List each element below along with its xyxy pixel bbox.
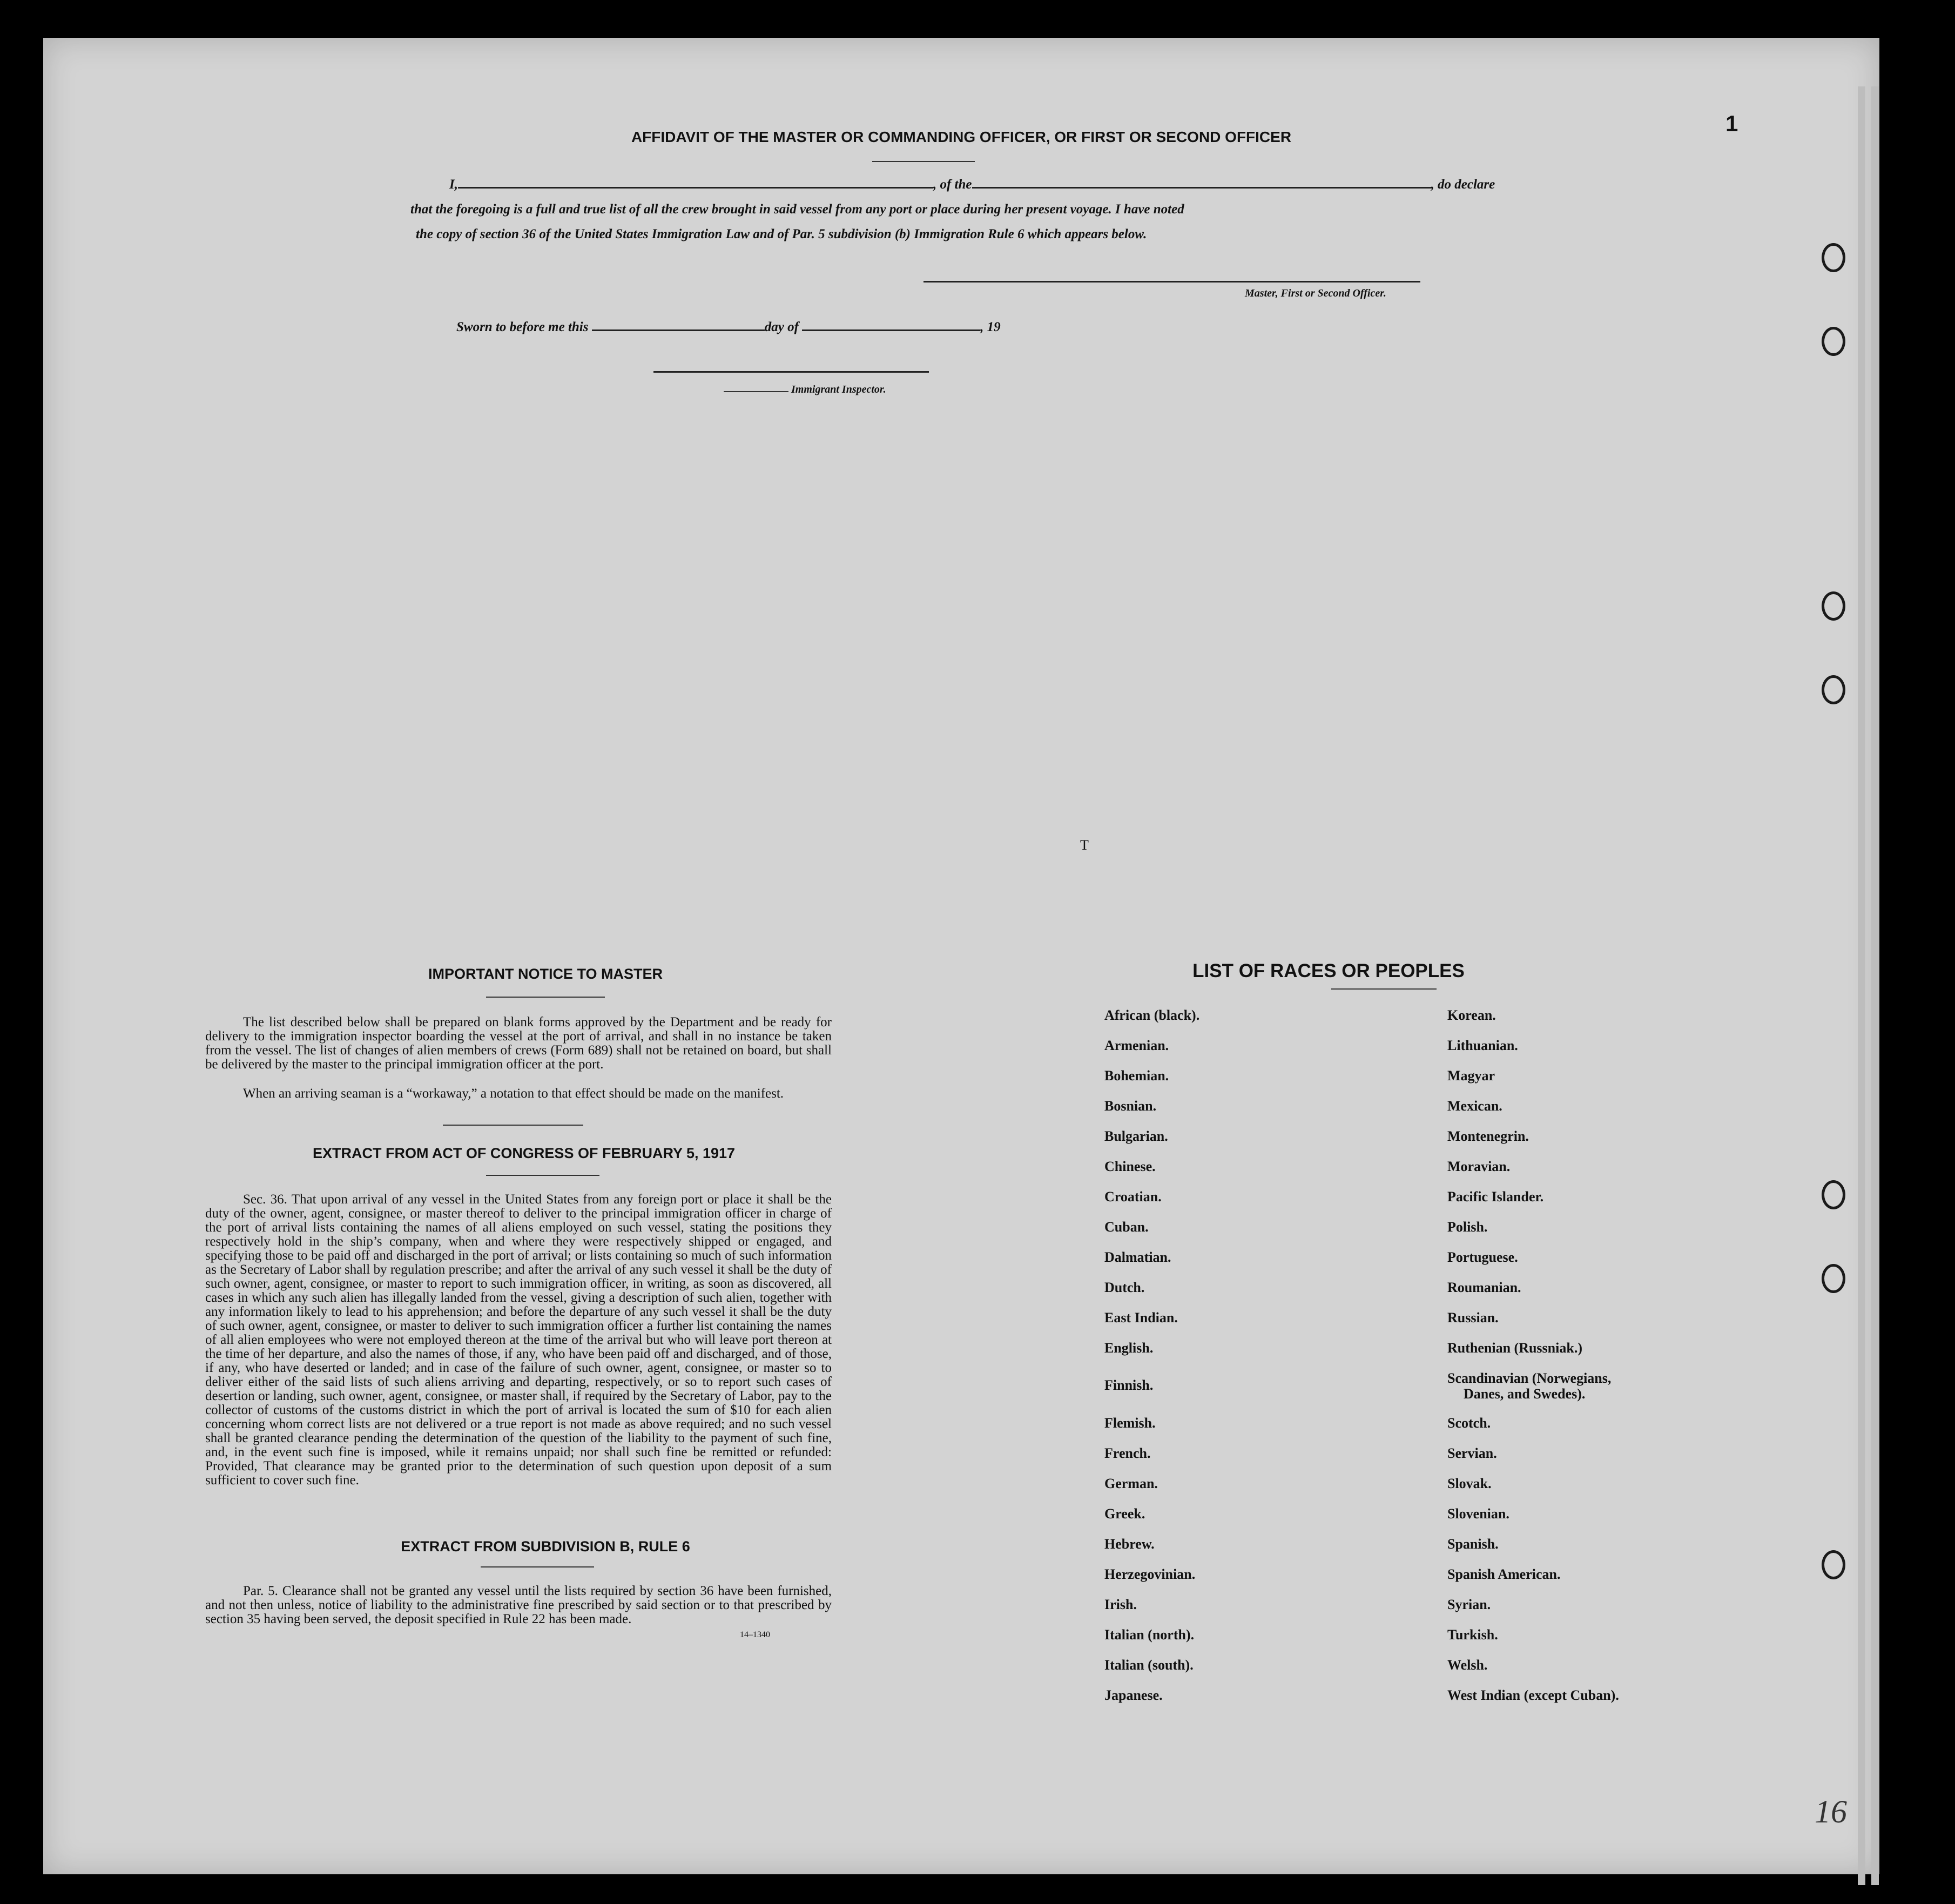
rule-extract-body: Par. 5. Clearance shall not be granted any vessel until the lists required by section 36 have been furnished, and not then unless, notice of liability to the administrative fine prescribed by said section or to that prescribed by section 35 having been served, the deposit specified in Rule 22 has been made. [205, 1584, 832, 1626]
of-the-label: , of the [933, 177, 972, 192]
race-item: Japanese. [1104, 1687, 1163, 1703]
margin-note: 16 [1815, 1794, 1847, 1829]
race-item: Dalmatian. [1104, 1249, 1171, 1265]
binder-hole [1822, 591, 1845, 621]
race-item: Dutch. [1104, 1280, 1145, 1295]
race-item: Syrian. [1447, 1597, 1491, 1612]
act-extract-body: Sec. 36. That upon arrival of any vessel in the United States from any foreign port or place it shall be the duty of the owner, agent, consignee, or master thereof to deliver to the principal immigration officer in charge of the port of arrival lists containing the names of all aliens employed on such vessel, stating the positions they respectively hold in the ship’s company, when and where they were respectively shipped or engaged, and specifying those to be paid off and discharged in the port of arrival; or lists containing so much of such information as the Secretary of Labor shall by regulation prescribe; and after the arrival of any such vessel it shall be the duty of such owner, agent, consignee, or master to report to such immigration officer, in writing, as soon as discovered, all cases in which any such alien has illegally landed from the vessel, giving a description of such alien, together with any information likely to lead to his apprehension; and before the departure of any such vessel it shall be the duty of such owner, agent, consignee, or master to deliver to such immigration officer a further list containing the names of all alien employees who were not employed thereon at the time of the arrival but who will leave port thereon at the time of her departure, and also the names of those, if any, who have been paid off and discharged, and of those, if any, who have deserted or landed; and in case of the failure of such owner, agent, consignee, or master so to deliver either of the said lists of such aliens arriving and departing, respectively, or so to report such cases of desertion or landing, such owner, agent, consignee, or master shall, if required by the Secretary of Labor, pay to the collector of customs of the customs district in which the port of arrival is located the sum of $10 for each alien concerning whom correct lists are not delivered or a true report is not made as above required; and no such vessel shall be granted clearance pending the determination of the question of the liability to the payment of such fine, and, in the event such fine is imposed, while it remains unpaid; nor shall such fine be remitted or refunded: Provided, That clearance may be granted prior to the determination of such question upon deposit of a sum sufficient to cover such fine. [205, 1192, 832, 1488]
declaration-fill-line [449, 177, 1495, 192]
race-item: Bosnian. [1104, 1098, 1157, 1114]
notice-divider [486, 997, 605, 998]
binder-hole [1822, 675, 1845, 704]
i-label: I, [449, 177, 458, 192]
race-item: German. [1104, 1476, 1158, 1491]
race-item: Turkish. [1447, 1627, 1498, 1643]
race-item: Spanish. [1447, 1536, 1499, 1552]
binder-hole [1822, 1180, 1845, 1209]
race-item: Scandinavian (Norwegians, [1447, 1370, 1612, 1386]
race-item: Italian (north). [1104, 1627, 1195, 1643]
binder-hole [1822, 327, 1845, 356]
rule-title-divider [481, 1566, 594, 1567]
race-item: Flemish. [1104, 1415, 1156, 1431]
inspector-signature-line[interactable] [653, 371, 929, 373]
race-item: West Indian (except Cuban). [1447, 1687, 1619, 1703]
act-divider [443, 1125, 583, 1126]
race-item: Korean. [1447, 1007, 1496, 1023]
form-page [43, 38, 1879, 1874]
race-item: Finnish. [1104, 1377, 1154, 1393]
page-edge-strip [1871, 86, 1879, 1885]
stray-mark: T [1080, 837, 1089, 853]
race-item: Italian (south). [1104, 1657, 1194, 1673]
sworn-label: Sworn to before me this [456, 320, 589, 334]
race-item: Montenegrin. [1447, 1128, 1529, 1144]
race-item: Armenian. [1104, 1038, 1169, 1053]
sworn-fill-line [456, 320, 1001, 335]
notice-paragraph-2: When an arriving seaman is a “workaway,” a notation to that effect should be made on the manifest. [243, 1086, 784, 1101]
race-item: Slovak. [1447, 1476, 1492, 1491]
declaration-line-1: that the foregoing is a full and true list of all the crew brought in said vessel from any port or place during her present voyage. I have noted [410, 202, 1184, 217]
sworn-month-blank[interactable] [802, 329, 980, 331]
year-label: , 19 [980, 320, 1001, 334]
binder-hole [1822, 243, 1845, 272]
race-item: Russian. [1447, 1310, 1499, 1326]
race-item: Moravian. [1447, 1159, 1511, 1174]
race-item: Welsh. [1447, 1657, 1488, 1673]
race-item-continued: Danes, and Swedes). [1464, 1386, 1586, 1402]
races-title: LIST OF RACES OR PEOPLES [1192, 960, 1465, 981]
race-item: Servian. [1447, 1445, 1497, 1461]
races-divider [1331, 988, 1437, 990]
name-blank[interactable] [458, 187, 933, 189]
race-item: Spanish American. [1447, 1566, 1561, 1582]
race-item: Scotch. [1447, 1415, 1491, 1431]
race-item: African (black). [1104, 1007, 1200, 1023]
race-item: Lithuanian. [1447, 1038, 1518, 1053]
race-item: Hebrew. [1104, 1536, 1155, 1552]
race-item: Portuguese. [1447, 1249, 1518, 1265]
notice-title: IMPORTANT NOTICE TO MASTER [428, 966, 663, 982]
inspector-short-line [724, 391, 788, 392]
race-item: Slovenian. [1447, 1506, 1509, 1522]
race-item: Ruthenian (Russniak.) [1447, 1340, 1582, 1356]
race-item: Cuban. [1104, 1219, 1149, 1235]
race-item: Greek. [1104, 1506, 1145, 1522]
signature-line[interactable] [923, 281, 1420, 282]
inspector-caption: Immigrant Inspector. [791, 384, 886, 395]
race-item: Irish. [1104, 1597, 1137, 1612]
declaration-line-2: the copy of section 36 of the United States Immigration Law and of Par. 5 subdivision (b) Immigration Rule 6 which appears below. [416, 227, 1147, 241]
act-extract-title: EXTRACT FROM ACT OF CONGRESS OF FEBRUARY 5, 1917 [312, 1145, 736, 1161]
sworn-day-blank[interactable] [592, 329, 765, 331]
binder-hole [1822, 1264, 1845, 1293]
race-item: East Indian. [1104, 1310, 1178, 1326]
race-item: Magyar [1447, 1068, 1495, 1084]
race-item: Chinese. [1104, 1159, 1156, 1174]
title-divider [872, 161, 975, 162]
race-item: Bulgarian. [1104, 1128, 1168, 1144]
day-of-label: day of [764, 320, 799, 334]
binder-hole [1822, 1550, 1845, 1579]
race-item: Roumanian. [1447, 1280, 1521, 1295]
do-declare-label: , do declare [1431, 177, 1495, 192]
affidavit-title: AFFIDAVIT OF THE MASTER OR COMMANDING OFFICER, OR FIRST OR SECOND OFFICER [631, 129, 1292, 145]
act-title-divider [486, 1175, 599, 1176]
race-item: French. [1104, 1445, 1151, 1461]
vessel-blank[interactable] [972, 187, 1431, 189]
sheet-number: 1 [1725, 111, 1738, 136]
race-item: English. [1104, 1340, 1154, 1356]
race-item: Mexican. [1447, 1098, 1502, 1114]
race-item: Polish. [1447, 1219, 1488, 1235]
page-edge-strip [1858, 86, 1865, 1885]
rule-extract-title: EXTRACT FROM SUBDIVISION B, RULE 6 [401, 1538, 690, 1555]
race-item: Pacific Islander. [1447, 1189, 1544, 1205]
notice-paragraph-1: The list described below shall be prepared on blank forms approved by the Department and be ready for delivery to the immigration inspector boarding the vessel at the port of arrival, and shall in no instance be taken from the vessel. The list of changes of alien members of crews (Form 689) shall not be retained on board, but shall be delivered by the master to the principal immigration officer at the port. [205, 1015, 832, 1072]
signature-caption: Master, First or Second Officer. [1245, 287, 1386, 299]
race-item: Herzegovinian. [1104, 1566, 1196, 1582]
form-number: 14–1340 [740, 1630, 770, 1639]
race-item: Bohemian. [1104, 1068, 1169, 1084]
race-item: Croatian. [1104, 1189, 1162, 1205]
